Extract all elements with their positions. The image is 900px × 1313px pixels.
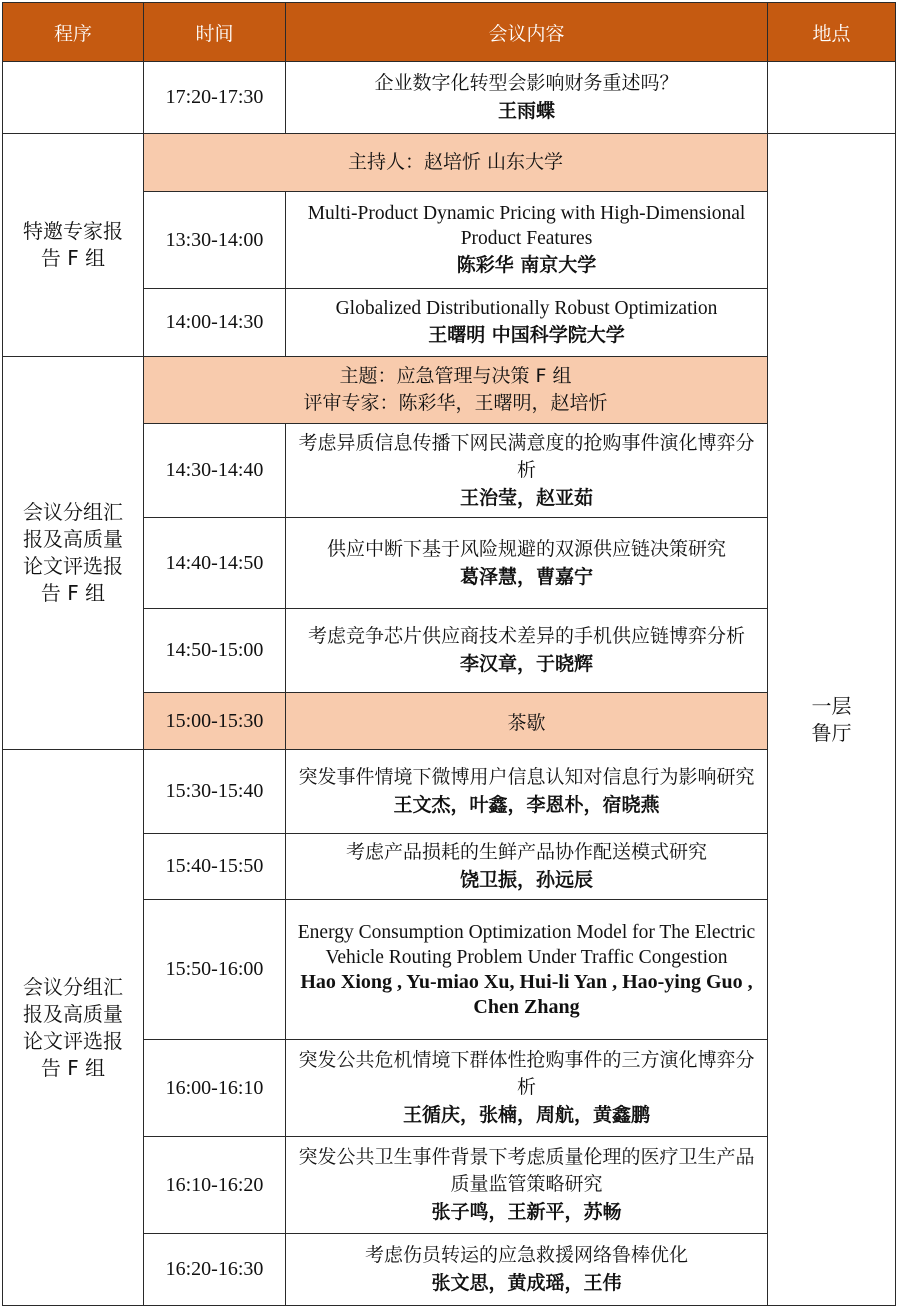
talk-title: 考虑伤员转运的应急救援网络鲁棒优化: [364, 1244, 688, 1266]
time-cell: 16:10-16:20: [144, 1137, 286, 1234]
talk-authors: Hao Xiong , Yu-miao Xu, Hui-li Yan , Hao-ying Guo , Chen Zhang: [300, 970, 753, 1018]
content-cell: [286, 1040, 768, 1137]
program-cell-empty: [3, 62, 144, 134]
talk-title: 考虑产品损耗的生鲜产品协作配送模式研究: [345, 841, 707, 863]
location-cell-empty: [768, 62, 896, 134]
talk-title: Globalized Distributionally Robust Optimization: [335, 298, 718, 319]
theme-banner: [144, 357, 768, 424]
talk-title: 突发公共卫生事件背景下考虑质量伦理的医疗卫生产品质量监管策略研究: [298, 1146, 755, 1195]
content-cell: [286, 192, 768, 289]
talk-authors: 张子鸣，王新平，苏畅: [431, 1201, 622, 1223]
talk-authors: 王雨蝶: [497, 100, 555, 122]
schedule-table: [2, 2, 896, 1306]
table-row: [3, 62, 896, 134]
time-cell: 14:40-14:50: [144, 518, 286, 609]
header-row: [3, 3, 896, 62]
talk-authors: 王治莹，赵亚茹: [459, 486, 593, 509]
theme-text: 主题：应急管理与决策 F 组: [339, 365, 572, 387]
content-cell: [286, 1137, 768, 1234]
content-cell: [286, 900, 768, 1040]
talk-title: 考虑竞争芯片供应商技术差异的手机供应链博弈分析: [307, 625, 745, 647]
content-cell: [286, 1234, 768, 1306]
content-cell: [286, 518, 768, 609]
talk-title: Energy Consumption Optimization Model for The Electric Vehicle Routing Problem Under Traffic Congestion: [297, 921, 756, 968]
header-time: 时间: [144, 3, 286, 62]
session-label-group-1: 会议分组汇报及高质量论文评选报告 F 组: [3, 357, 144, 750]
content-cell: [286, 289, 768, 357]
header-content: 会议内容: [286, 3, 768, 62]
table-row: [3, 750, 896, 834]
session-label-invited: 特邀专家报告 F 组: [3, 134, 144, 357]
time-cell: 16:00-16:10: [144, 1040, 286, 1137]
talk-title: 供应中断下基于风险规避的双源供应链决策研究: [326, 537, 726, 560]
talk-title: 考虑异质信息传播下网民满意度的抢购事件演化博弈分析: [298, 431, 755, 481]
time-cell: 14:30-14:40: [144, 424, 286, 518]
venue-cell-1: 一层鲁厅: [768, 134, 896, 1306]
talk-authors: 王文杰，叶鑫，李恩朴，宿晓燕: [393, 794, 660, 816]
content-cell: [286, 62, 768, 134]
talk-title: 突发事件情境下微博用户信息认知对信息行为影响研究: [298, 766, 755, 788]
talk-authors: 饶卫振，孙远辰: [459, 869, 593, 891]
time-cell: 15:30-15:40: [144, 750, 286, 834]
talk-authors: 张文思，黄成瑶，王伟: [431, 1272, 622, 1294]
time-cell: 16:20-16:30: [144, 1234, 286, 1306]
time-cell: 15:50-16:00: [144, 900, 286, 1040]
talk-title: 企业数字化转型会影响财务重述吗？: [374, 72, 679, 94]
talk-authors: 李汉章，于晓辉: [459, 653, 593, 675]
content-cell: [286, 750, 768, 834]
time-cell: 13:30-14:00: [144, 192, 286, 289]
talk-authors: 陈彩华 南京大学: [456, 254, 597, 276]
content-cell: [286, 834, 768, 900]
reviewers-text: 评审专家：陈彩华，王曙明，赵培忻: [303, 392, 608, 414]
time-cell: 14:00-14:30: [144, 289, 286, 357]
talk-authors: 葛泽慧，曹嘉宁: [459, 565, 593, 588]
talk-title: 突发公共危机情境下群体性抢购事件的三方演化博弈分析: [298, 1049, 755, 1098]
time-cell: 14:50-15:00: [144, 609, 286, 693]
time-cell: 17:20-17:30: [144, 62, 286, 134]
header-location: 地点: [768, 3, 896, 62]
break-label: 茶歇: [286, 693, 768, 750]
content-cell: [286, 609, 768, 693]
theme-row: [3, 357, 896, 424]
header-program: 程序: [3, 3, 144, 62]
talk-title: Multi-Product Dynamic Pricing with High-Dimensional Product Features: [307, 203, 746, 249]
session-label-group-2: 会议分组汇报及高质量论文评选报告 F 组: [3, 750, 144, 1306]
content-cell: [286, 424, 768, 518]
talk-authors: 王循庆，张楠，周航，黄鑫鹏: [402, 1104, 650, 1126]
host-banner: 主持人：赵培忻 山东大学: [144, 134, 768, 192]
break-time: 15:00-15:30: [144, 693, 286, 750]
talk-authors: 王曙明 中国科学院大学: [428, 324, 625, 346]
time-cell: 15:40-15:50: [144, 834, 286, 900]
host-row: [3, 134, 896, 192]
